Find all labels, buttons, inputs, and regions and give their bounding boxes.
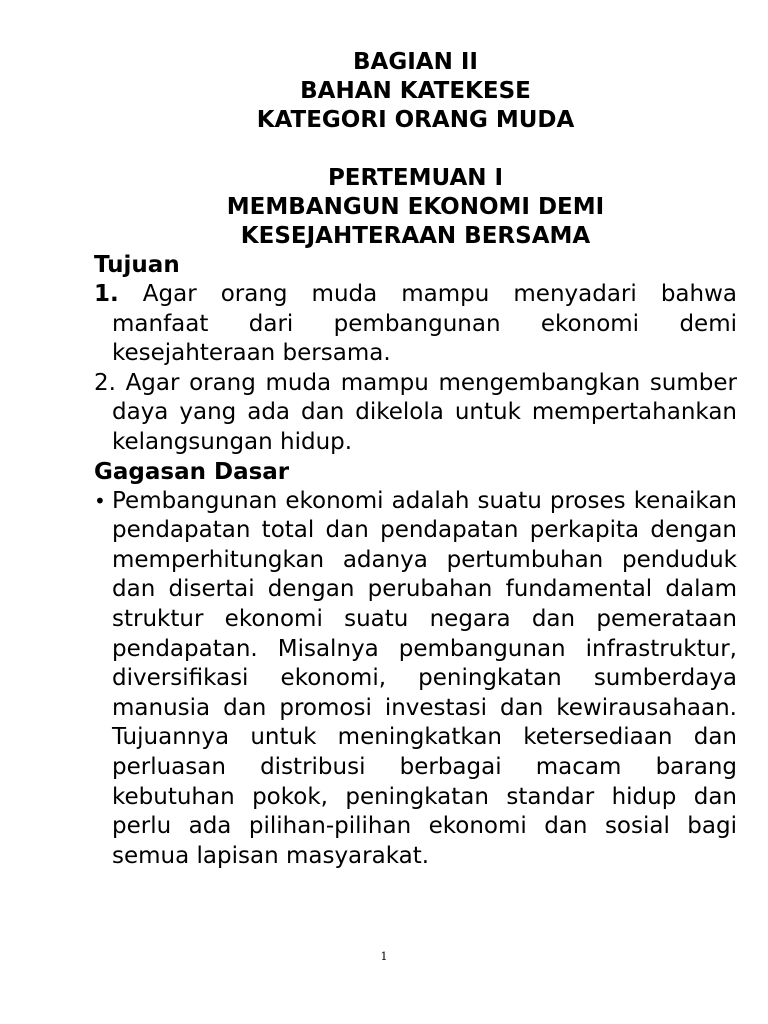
document-page (94, 48, 737, 871)
section-category: KATEGORI ORANG MUDA (256, 107, 575, 133)
section-subtitle: BAHAN KATEKESE (300, 78, 531, 104)
bullet-icon: • (94, 488, 106, 513)
section-header (94, 48, 737, 135)
page-number: 1 (380, 950, 388, 963)
tujuan-item-1-number: 1. (94, 281, 119, 307)
section-title: BAGIAN II (353, 49, 478, 75)
gagasan-bullet-item (94, 487, 737, 872)
header-spacer (94, 135, 737, 164)
meeting-title-line1: MEMBANGUN EKONOMI DEMI (226, 194, 605, 220)
tujuan-item-2 (94, 369, 737, 458)
meeting-title-line2: KESEJAHTERAAN BERSAMA (240, 223, 591, 249)
tujuan-heading: Tujuan (94, 252, 180, 278)
gagasan-bullet-text: Pembangunan ekonomi adalah suatu proses kenaikan pendapatan total dan pendapatan perkapita dengan memperhitungkan adanya pertumbuhan penduduk dan disertai dengan perubahan fundamental dalam struktur ekonomi suatu negara dan pemerataan pendapatan. Misalnya pembangunan infrastruktur, diversifikasi ekonomi, peningkatan sumberdaya manusia dan promosi investasi dan kewirausahaan. Tujuannya untuk meningkatkan ketersediaan dan perluasan distribusi berbagai macam barang kebutuhan pokok, peningkatan standar hidup dan perlu ada pilihan-pilihan ekonomi dan sosial bagi semua lapisan masyarakat. (112, 487, 737, 869)
meeting-header (94, 164, 737, 251)
meeting-number: PERTEMUAN I (327, 165, 504, 191)
tujuan-item-1-text: Agar orang muda mampu menyadari bahwa manfaat dari pembangunan ekonomi demi kesejahteraan bersama. (112, 281, 737, 367)
tujuan-item-1 (94, 280, 737, 369)
gagasan-heading: Gagasan Dasar (94, 458, 290, 485)
tujuan-item-2-text: Agar orang muda mampu mengembangkan sumber daya yang ada dan dikelola untuk mempertahankan kelangsungan hidup. (112, 369, 737, 455)
tujuan-item-2-number: 2. (94, 369, 116, 396)
